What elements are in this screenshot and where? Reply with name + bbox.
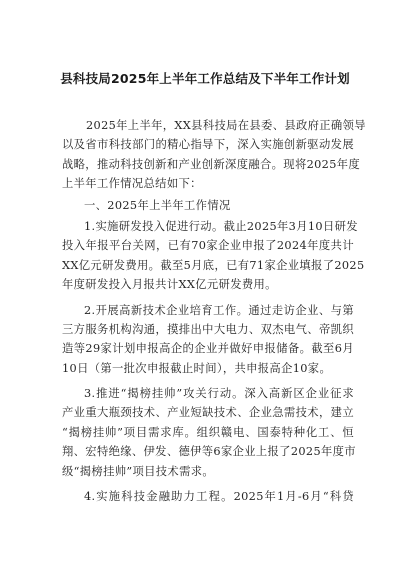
section-heading: 一、2025年上半年工作情况 [84,198,231,212]
text-line: 战略，推动科技创新和产业创新深度融合。现将2025年度 [62,157,361,171]
text-line: 1.实施研发投入促进行动。截止2025年3月10日研发 [84,219,358,233]
text-line: XX亿元研发费用。截至5月底，已有71家企业填报了2025 [62,258,365,272]
text-line: 2.开展高新技术企业培育工作。通过走访企业、与第 [84,303,354,317]
text-line: 造等29家计划申报高企的企业并做好申报储备。截至6月 [62,342,354,356]
text-line: 产业重大瓶颈技术、产业短缺技术、企业急需技术，建立 [62,406,354,420]
text-line: 10日（第一批次申报截止时间），共申报高企10家。 [62,361,332,375]
text-line: 级“揭榜挂帅”项目技术需求。 [62,464,215,478]
text-line: 4.实施科技金融助力工程。2025年1月-6月“科贷 [84,490,354,504]
item-4-paragraph [62,487,354,506]
text-line: 3.推进“揭榜挂帅”攻关行动。深入高新区企业征求 [84,387,354,401]
text-line: 投入年报平台关网，已有70家企业申报了2024年度共计 [62,239,354,253]
text-line: 三方服务机构沟通，摸排出中大电力、双杰电气、帝凯织 [62,322,354,336]
intro-paragraph [62,116,366,194]
text-line: “揭榜挂帅”项目需求库。组织赣电、国泰特种化工、恒 [62,425,354,439]
item-1-paragraph [62,217,365,295]
text-line: 上半年工作情况总结如下： [62,177,202,191]
text-line: 2025年上半年，XX县科技局在县委、县政府正确领导 [86,119,366,132]
document-title: 县科技局2025年上半年工作总结及下半年工作计划 [60,71,350,86]
item-2-paragraph [62,301,354,379]
text-line: 年度研发投入月报共计XX亿元研发费用。 [62,278,277,292]
text-line: 翔、宏特绝缘、伊发、德伊等6家企业上报了2025年度市 [62,445,356,459]
text-line: 以及省市科技部门的精心指导下，深入实施创新驱动发展 [62,138,354,152]
item-3-paragraph [62,384,354,481]
document-body [62,116,366,506]
